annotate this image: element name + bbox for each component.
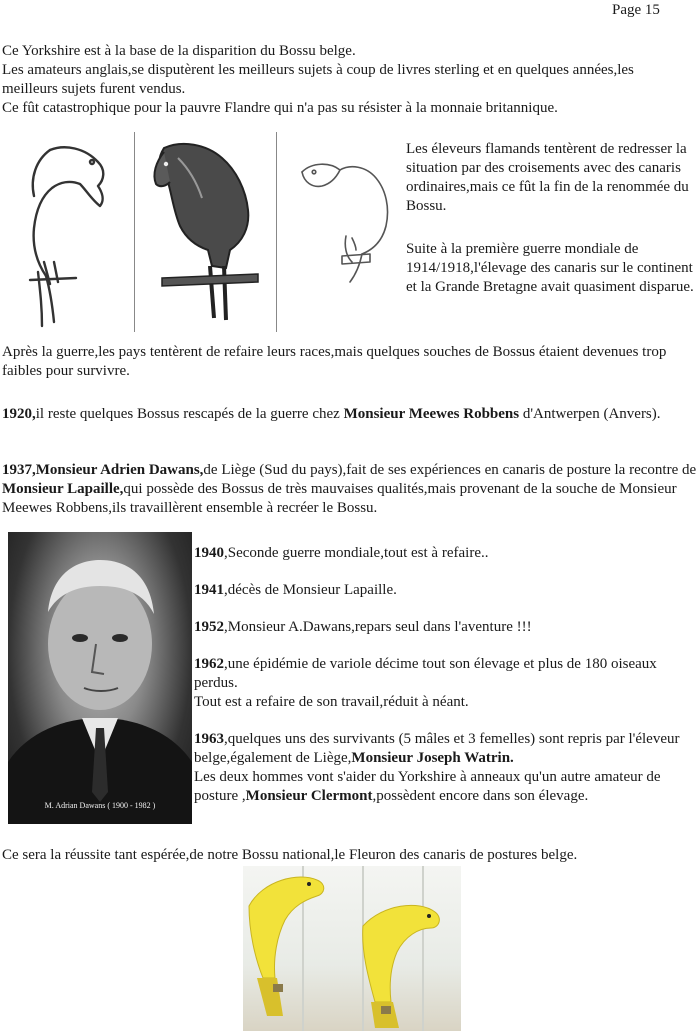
text-1963-c: ,possèdent encore dans son élevage.: [372, 788, 589, 804]
text-1920-b: d'Antwerpen (Anvers).: [519, 406, 661, 422]
text-1952: ,Monsieur A.Dawans,repars seul dans l'aventure !!!: [224, 619, 532, 635]
canary-photo: [243, 866, 461, 1031]
year-1952: 1952: [194, 619, 224, 635]
canary-photo-figure: [243, 866, 461, 1031]
paragraph-1937: [2, 461, 698, 518]
portrait-caption: M. Adrian Dawans ( 1900 - 1982 ): [44, 801, 156, 810]
portrait-figure: [8, 532, 192, 824]
timeline: [194, 544, 694, 824]
event-1952: [194, 618, 694, 637]
canary-sketch-3: [290, 150, 400, 290]
name-meewes-robbens: Monsieur Meewes Robbens: [343, 406, 520, 422]
year-1962: 1962: [194, 656, 224, 672]
text-1940: ,Seconde guerre mondiale,tout est à refaire..: [224, 545, 489, 561]
ww1-paragraph: Suite à la première guerre mondiale de 1914/1918,l'élevage des canaris sur le continent et la Grande Bretagne avait quasiment disparue.: [406, 241, 694, 295]
paragraph-1920: [2, 405, 698, 424]
text-1963-b: Les deux hommes vont s'aider du Yorkshire à anneaux qu'un autre amateur de posture ,: [194, 769, 661, 804]
text-1941: ,décès de Monsieur Lapaille.: [224, 582, 397, 598]
canary-sketch-1: [10, 140, 128, 330]
year-1940: 1940: [194, 545, 224, 561]
event-1963: [194, 730, 694, 806]
text-1920-a: il reste quelques Bossus rescapés de la guerre chez: [35, 406, 344, 422]
canary-sketch-2: [142, 138, 266, 328]
intro-line-1: Ce Yorkshire est à la base de la disparition du Bossu belge.: [2, 43, 356, 59]
text-1937-b: qui possède des Bossus de très mauvaises qualités,mais provenant de la souche de Monsieur Meewes Robbens,ils travaillèrent ensemble à recréer le Bossu.: [2, 481, 677, 516]
text-1963-a: ,quelques uns des survivants (5 mâles et 3 femelles) sont repris par l'éleveur belge,également de Liège,: [194, 731, 680, 766]
divider-2: [276, 132, 277, 332]
year-1920: 1920,: [2, 406, 36, 422]
event-1941: [194, 581, 694, 600]
name-clermont: Monsieur Clermont: [245, 788, 373, 804]
after-war-paragraph: Après la guerre,les pays tentèrent de refaire leurs races,mais quelques souches de Bossus étaient devenues trop faibles pour survivre.: [2, 344, 667, 379]
portrait-photo: [8, 532, 192, 824]
flemish-breeders-paragraph: Les éleveurs flamands tentèrent de redresser la situation par des croisements avec des canaris ordinaires,mais ce fût la fin de la renommée du Bossu.: [406, 141, 689, 214]
year-1941: 1941: [194, 582, 224, 598]
text-1962-b: Tout est a refaire de son travail,réduit à néant.: [194, 694, 469, 710]
year-1937: 1937,: [2, 462, 36, 478]
intro-line-2: Les amateurs anglais,se disputèrent les meilleurs sujets à coup de livres sterling et en quelques années,les meilleurs sujets furent vendus.: [2, 62, 634, 97]
event-1940: [194, 544, 694, 563]
name-adrien-dawans: Monsieur Adrien Dawans,: [35, 462, 204, 478]
page-number: Page 15: [612, 2, 660, 18]
text-1962: ,une épidémie de variole décime tout son élevage et plus de 180 oiseaux perdus.: [194, 656, 657, 691]
event-1962: [194, 655, 694, 712]
intro-paragraph: [2, 42, 692, 118]
name-lapaille: Monsieur Lapaille,: [2, 481, 124, 497]
divider-1: [134, 132, 135, 332]
final-paragraph: Ce sera la réussite tant espérée,de notre Bossu national,le Fleuron des canaris de postures belge.: [2, 847, 578, 863]
text-1937-a: de Liège (Sud du pays),fait de ses expériences en canaris de posture la recontre de: [203, 462, 697, 478]
name-joseph-watrin: Monsieur Joseph Watrin.: [351, 750, 514, 766]
intro-line-3: Ce fût catastrophique pour la pauvre Flandre qui n'a pas su résister à la monnaie britannique.: [2, 100, 558, 116]
year-1963: 1963: [194, 731, 224, 747]
